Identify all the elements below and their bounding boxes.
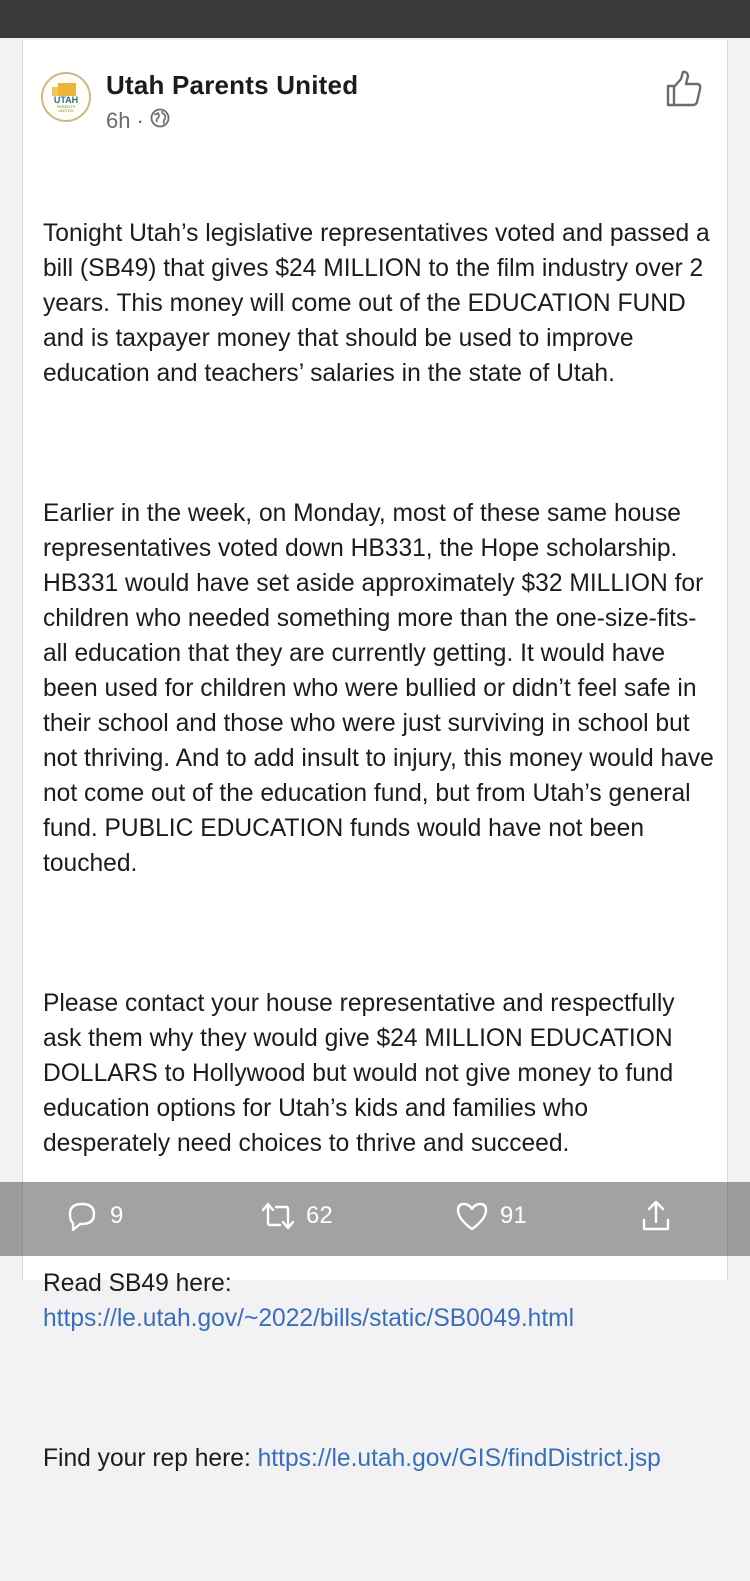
share-icon	[636, 1196, 676, 1236]
post-body	[43, 146, 719, 1581]
post-paragraph: Earlier in the week, on Monday, most of these same house representatives voted down HB331, the Hope scholarship. HB331 would have set aside approximately $32 MILLION for children who needed something more than the one-size-fits-all education that they are currently getting. It would have been used for children who were bullied or didn’t feel safe in their school and those who were just surviving in school but not thriving. And to add insult to injury, this money would have not come out of the education fund, but from Utah’s general fund. PUBLIC EDUCATION funds would have not been touched.	[43, 500, 721, 877]
retweet-button[interactable]	[258, 1196, 333, 1236]
retweet-icon	[258, 1196, 298, 1236]
find-rep-line	[43, 1441, 719, 1476]
globe-icon	[150, 108, 170, 134]
avatar-text: UTAH	[53, 95, 79, 105]
reply-count: 9	[110, 1202, 124, 1229]
page-avatar[interactable]	[41, 72, 91, 122]
post-meta	[106, 108, 170, 134]
like-button[interactable]	[452, 1196, 527, 1236]
post-paragraph: Tonight Utah’s legislative representatives voted and passed a bill (SB49) that gives $24 MILLION to the film industry over 2 years. This money will come out of the EDUCATION FUND and is taxpayer money that should be used to improve education and teachers’ salaries in the state of Utah.	[43, 220, 717, 387]
find-rep-link[interactable]: https://le.utah.gov/GIS/findDistrict.jsp	[257, 1445, 661, 1472]
meta-separator: ·	[136, 108, 144, 133]
page-name[interactable]: Utah Parents United	[106, 70, 359, 100]
status-bar	[0, 0, 750, 38]
like-count: 91	[500, 1202, 527, 1229]
post-time: 6h	[106, 108, 131, 133]
reply-icon	[62, 1196, 102, 1236]
avatar-text: PARENTS	[56, 104, 76, 109]
avatar-text: UNITED	[58, 108, 74, 113]
find-rep-label: Find your rep here:	[43, 1445, 258, 1472]
heart-icon	[452, 1196, 492, 1236]
retweet-count: 62	[306, 1202, 333, 1229]
read-bill-line	[43, 1266, 719, 1336]
post-paragraph: Please contact your house representative and respectfully ask them why they would give $24 MILLION EDUCATION DOLLARS to Hollywood but would not give money to fund education options for Utah’s kids and families who desperately need choices to thrive and succeed.	[43, 990, 682, 1157]
reply-button[interactable]	[62, 1196, 123, 1236]
bill-link[interactable]: https://le.utah.gov/~2022/bills/static/SB0049.html	[43, 1305, 575, 1332]
post-card	[22, 40, 728, 1472]
read-bill-label: Read SB49 here:	[43, 1270, 239, 1297]
like-icon[interactable]	[663, 68, 705, 110]
share-button[interactable]	[636, 1196, 676, 1236]
